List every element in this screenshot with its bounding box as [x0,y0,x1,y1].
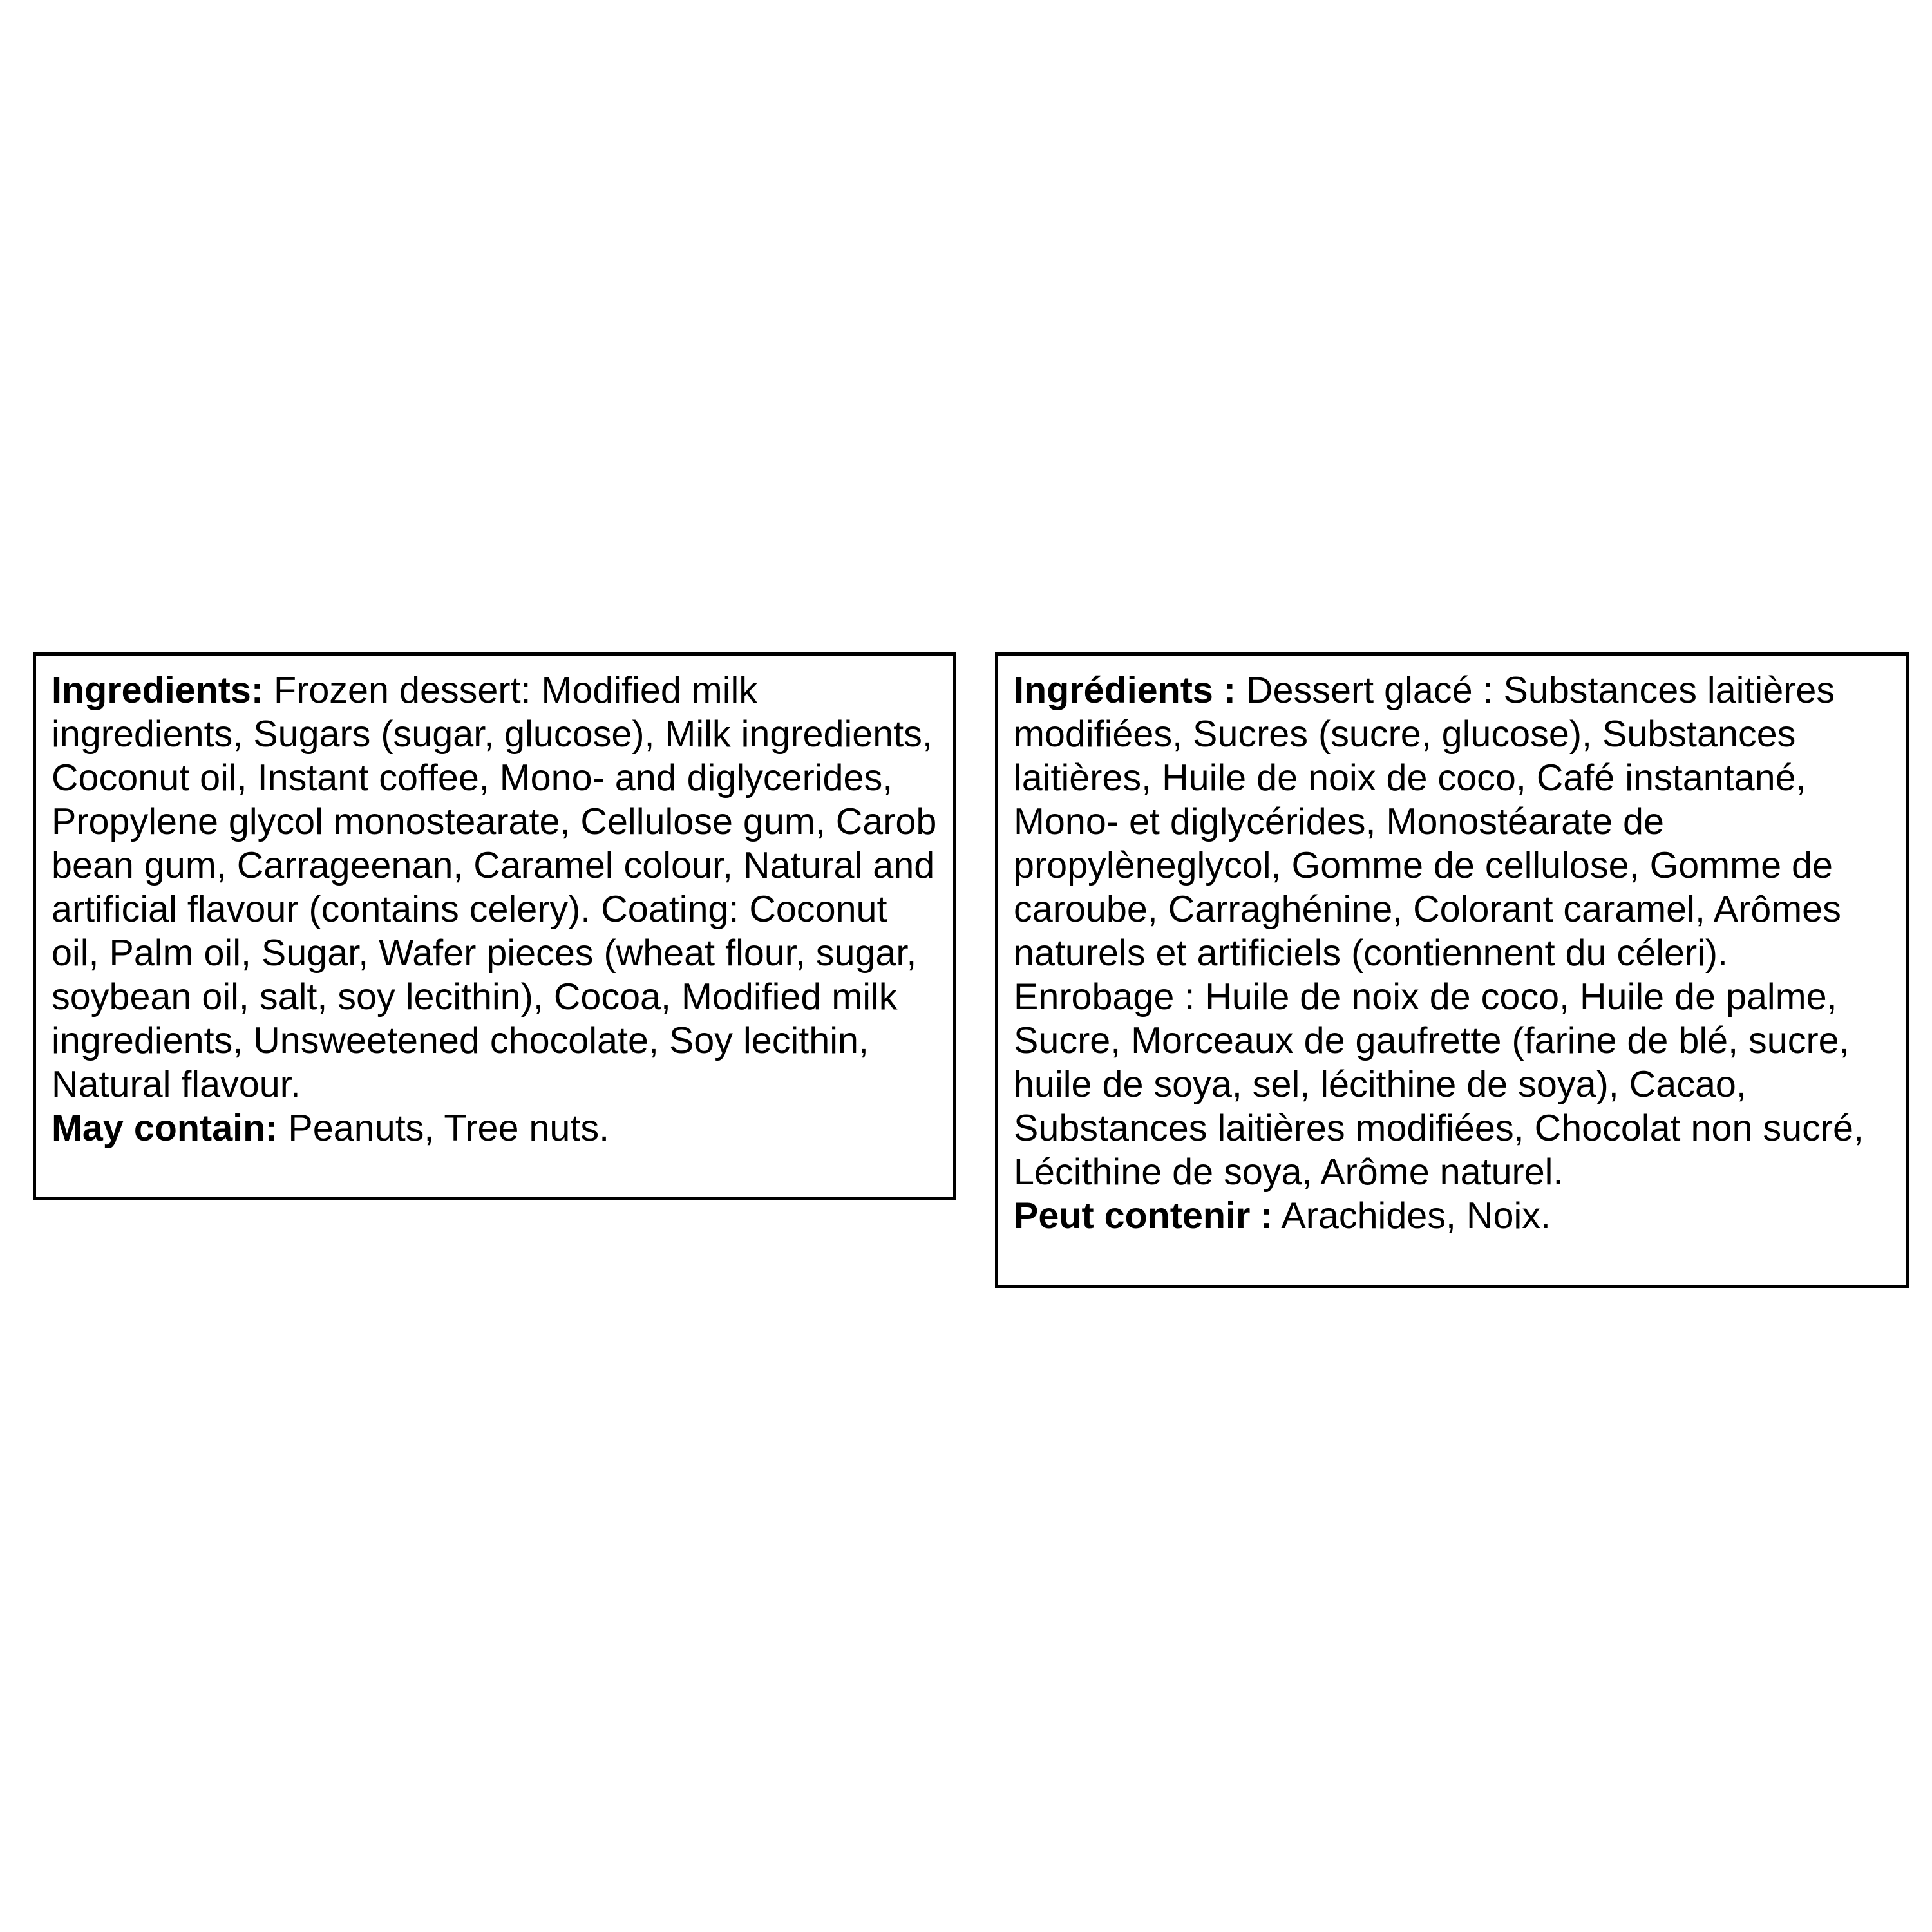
english-may-contain-paragraph [52,1106,938,1150]
french-may-contain-paragraph [1014,1194,1890,1238]
french-ingredients-panel [995,652,1909,1288]
french-may-contain-text: Arachides, Noix. [1281,1195,1551,1236]
french-ingredients-label: Ingrédients : [1014,670,1236,711]
english-ingredients-panel [33,652,956,1200]
english-ingredients-text: Frozen dessert: Modified milk ingredients, Sugars (sugar, glucose), Milk ingredients, Coconut oil, Instant coffee, Mono- and diglycerides, Propylene glycol monostearate, Cellulose gum, Carob bean gum, Carrageenan, Caramel colour, Natural and artificial flavour (contains celery). Coating: Coconut oil, Palm oil, Sugar, Wafer pieces (wheat flour, sugar, soybean oil, salt, soy lecithin), Cocoa, Modified milk ingredients, Unsweetened chocolate, Soy lecithin, Natural flavour. [52,670,937,1105]
english-may-contain-label: May contain: [52,1108,278,1149]
english-ingredients-paragraph [52,668,938,1106]
french-ingredients-text: Dessert glacé : Substances laitières modifiées, Sucres (sucre, glucose), Substances laitières, Huile de noix de coco, Café instantané, Mono- et diglycérides, Monostéarate de propylèneglycol, Gomme de cellulose, Gomme de caroube, Carraghénine, Colorant caramel, Arômes naturels et artificiels (contiennent du céleri). Enrobage : Huile de noix de coco, Huile de palme, Sucre, Morceaux de gaufrette (farine de blé, sucre, huile de soya, sel, lécithine de soya), Cacao, Substances laitières modifiées, Chocolat non sucré, Lécithine de soya, Arôme naturel. [1014,670,1864,1193]
french-may-contain-label: Peut contenir : [1014,1195,1273,1236]
english-may-contain-text: Peanuts, Tree nuts. [288,1108,610,1149]
english-ingredients-label: Ingredients: [52,670,264,711]
french-ingredients-paragraph [1014,668,1890,1194]
